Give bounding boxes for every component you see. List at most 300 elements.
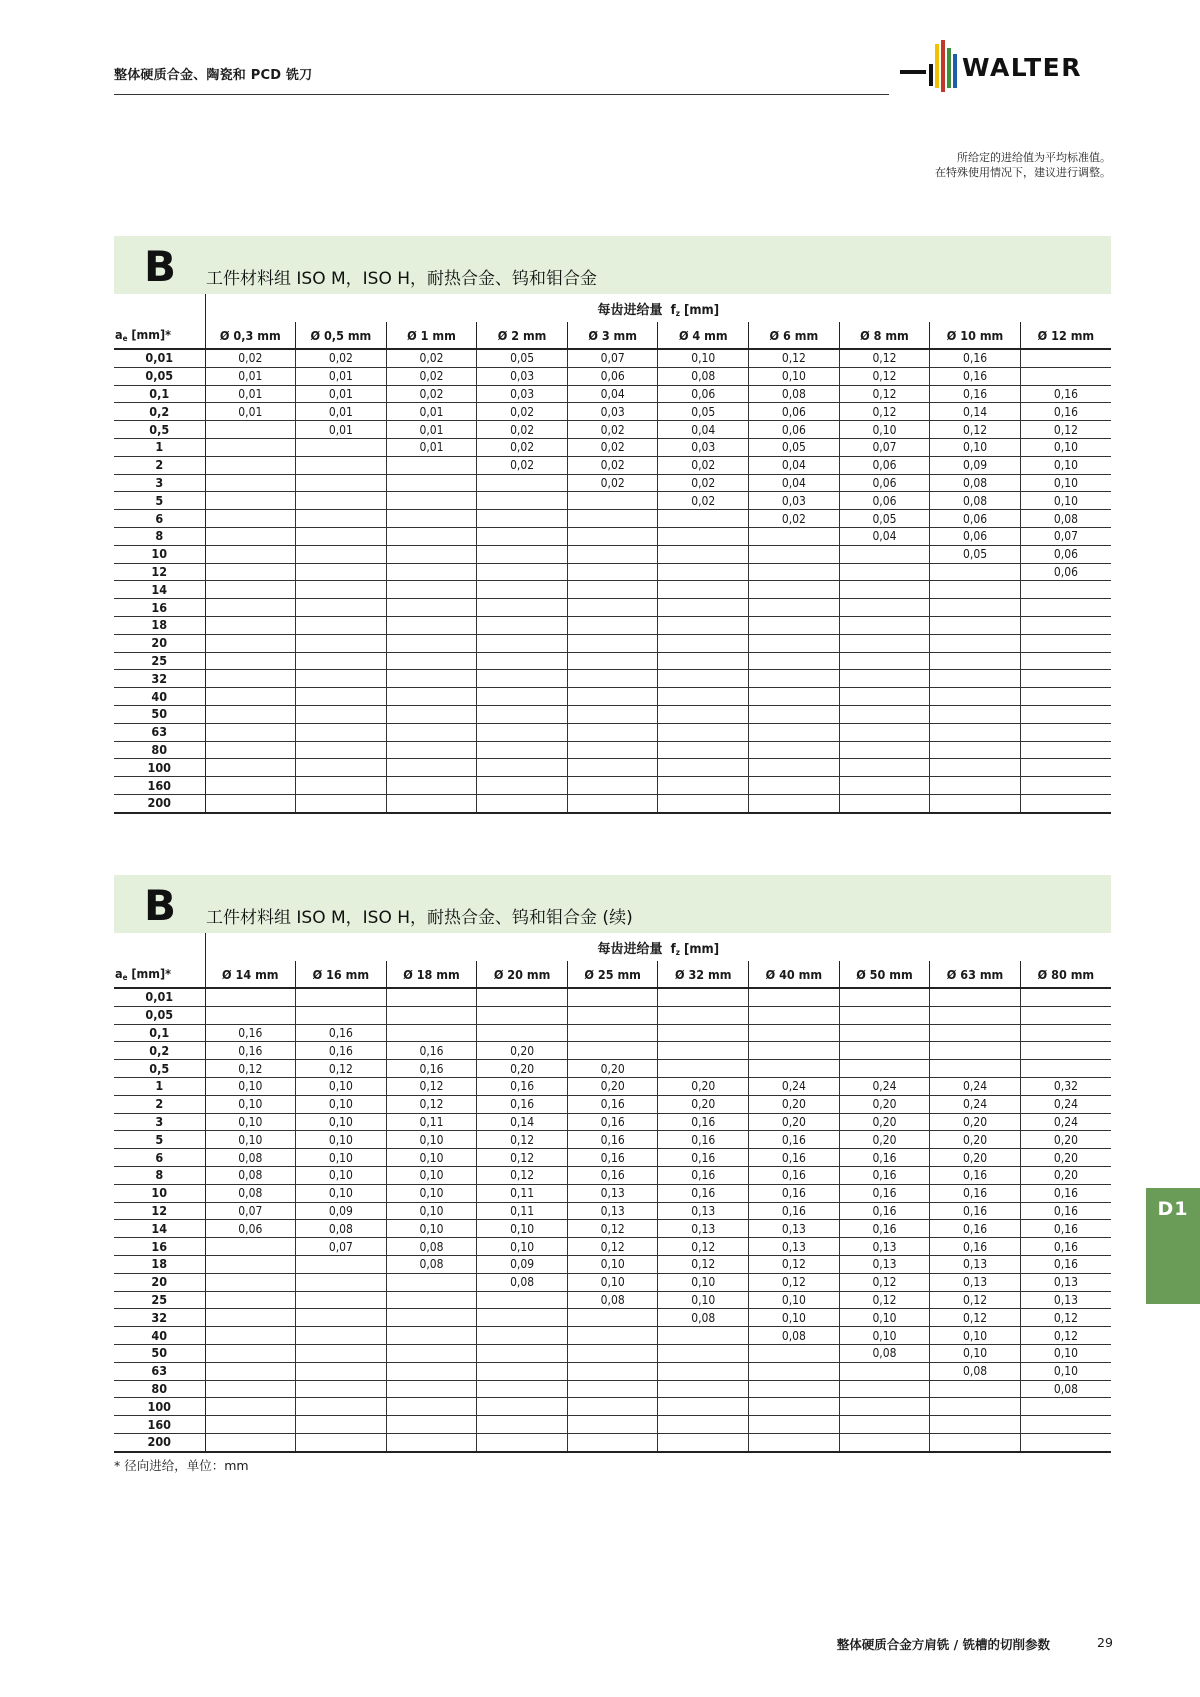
- feed-value-cell: [296, 492, 387, 510]
- table-row: [114, 1060, 1111, 1078]
- table-row: [114, 438, 1111, 456]
- feed-value-cell: [749, 1380, 840, 1398]
- logo-text: WALTER: [962, 53, 1082, 82]
- feed-value-cell: [386, 759, 477, 777]
- feed-value-cell: 0,16: [386, 1060, 477, 1078]
- ae-value: 0,5: [114, 1060, 205, 1078]
- feed-value-cell: 0,07: [839, 438, 930, 456]
- feed-value-cell: 0,13: [1020, 1291, 1111, 1309]
- feed-value-cell: 0,16: [567, 1113, 658, 1131]
- header-rule: [114, 94, 889, 95]
- feed-value-cell: [296, 1006, 387, 1024]
- feed-value-cell: 0,05: [930, 545, 1021, 563]
- ae-value: 0,1: [114, 385, 205, 403]
- table-row: [114, 670, 1111, 688]
- feed-value-cell: 0,01: [205, 403, 296, 421]
- feed-value-cell: [839, 1433, 930, 1451]
- diameter-header-row: [114, 322, 1111, 349]
- feed-value-cell: 0,01: [386, 421, 477, 439]
- material-group-letter: B: [144, 881, 177, 930]
- ae-value: 5: [114, 492, 205, 510]
- feed-value-cell: [477, 988, 568, 1006]
- feed-value-cell: [658, 527, 749, 545]
- table-row: [114, 367, 1111, 385]
- feed-value-cell: 0,20: [1020, 1131, 1111, 1149]
- table-row: [114, 1327, 1111, 1345]
- feed-value-cell: [930, 1042, 1021, 1060]
- feed-value-cell: 0,10: [749, 1309, 840, 1327]
- section-header-2: [114, 875, 1111, 933]
- feed-value-cell: [386, 1273, 477, 1291]
- feed-value-cell: [658, 563, 749, 581]
- feed-value-cell: [205, 1273, 296, 1291]
- feed-value-cell: [386, 510, 477, 528]
- ae-value: 2: [114, 456, 205, 474]
- table-row: [114, 403, 1111, 421]
- feed-value-cell: [205, 438, 296, 456]
- feed-value-cell: [839, 988, 930, 1006]
- feed-value-cell: 0,07: [567, 349, 658, 367]
- feed-value-cell: [930, 1416, 1021, 1434]
- feed-value-cell: [1020, 759, 1111, 777]
- ae-value: 0,01: [114, 349, 205, 367]
- feed-value-cell: [386, 1309, 477, 1327]
- feed-value-cell: 0,13: [658, 1220, 749, 1238]
- feed-value-cell: [477, 705, 568, 723]
- feed-value-cell: [839, 1060, 930, 1078]
- feed-value-cell: [658, 581, 749, 599]
- feed-value-cell: [839, 1024, 930, 1042]
- feed-value-cell: [205, 1309, 296, 1327]
- feed-value-cell: 0,06: [1020, 563, 1111, 581]
- ae-value: 12: [114, 1202, 205, 1220]
- feed-value-cell: 0,16: [749, 1166, 840, 1184]
- feed-value-cell: [296, 688, 387, 706]
- feed-value-cell: 0,12: [749, 1255, 840, 1273]
- feed-value-cell: [296, 599, 387, 617]
- section-title: 工件材料组 ISO M，ISO H，耐热合金、钨和钼合金: [206, 269, 598, 289]
- feed-value-cell: [567, 1309, 658, 1327]
- feed-value-cell: [930, 1380, 1021, 1398]
- feed-value-cell: [567, 1416, 658, 1434]
- feed-value-cell: [567, 794, 658, 812]
- feed-value-cell: 0,12: [839, 403, 930, 421]
- feed-value-cell: 0,10: [205, 1077, 296, 1095]
- feed-value-cell: 0,16: [930, 1202, 1021, 1220]
- feed-value-cell: 0,12: [1020, 1309, 1111, 1327]
- feed-value-cell: [386, 705, 477, 723]
- feed-value-cell: 0,10: [296, 1184, 387, 1202]
- table-row: [114, 741, 1111, 759]
- feed-value-cell: 0,02: [205, 349, 296, 367]
- feed-value-cell: [296, 1291, 387, 1309]
- ae-value: 160: [114, 777, 205, 795]
- feed-value-cell: [386, 616, 477, 634]
- feed-value-cell: [839, 777, 930, 795]
- feed-value-cell: [749, 563, 840, 581]
- feed-value-cell: [567, 1344, 658, 1362]
- feed-value-cell: [205, 1362, 296, 1380]
- feed-value-cell: [205, 759, 296, 777]
- ae-value: 0,2: [114, 1042, 205, 1060]
- feed-value-cell: [386, 1380, 477, 1398]
- feed-value-cell: 0,20: [567, 1060, 658, 1078]
- feed-value-cell: [296, 777, 387, 795]
- feed-value-cell: 0,06: [930, 527, 1021, 545]
- feed-value-cell: 0,06: [1020, 545, 1111, 563]
- feed-value-cell: 0,08: [567, 1291, 658, 1309]
- table-row: [114, 349, 1111, 367]
- feed-value-cell: 0,02: [749, 510, 840, 528]
- feed-value-cell: [386, 581, 477, 599]
- feed-value-cell: [839, 563, 930, 581]
- feed-value-cell: 0,08: [839, 1344, 930, 1362]
- feed-value-cell: 0,10: [749, 1291, 840, 1309]
- ae-value: 16: [114, 599, 205, 617]
- feed-value-cell: 0,12: [839, 367, 930, 385]
- feed-table: [114, 294, 1111, 814]
- chapter-tab[interactable]: [1146, 1188, 1200, 1304]
- ae-value: 8: [114, 527, 205, 545]
- ae-value: 5: [114, 1131, 205, 1149]
- feed-value-cell: 0,24: [1020, 1095, 1111, 1113]
- feed-value-cell: [567, 599, 658, 617]
- feed-value-cell: [1020, 723, 1111, 741]
- walter-logo: [900, 40, 1115, 96]
- feed-value-cell: [296, 527, 387, 545]
- feed-value-cell: [658, 616, 749, 634]
- feed-value-cell: 0,11: [477, 1184, 568, 1202]
- feed-value-cell: [1020, 1060, 1111, 1078]
- feed-table-section-1: [114, 236, 1111, 814]
- feed-value-cell: [205, 1344, 296, 1362]
- feed-value-cell: [296, 1255, 387, 1273]
- feed-value-cell: [386, 1024, 477, 1042]
- feed-value-cell: 0,06: [205, 1220, 296, 1238]
- feed-value-cell: 0,13: [749, 1238, 840, 1256]
- feed-value-cell: [205, 421, 296, 439]
- feed-value-cell: [205, 456, 296, 474]
- diameter-header: Ø 40 mm: [749, 961, 840, 988]
- feed-value-cell: 0,10: [930, 1327, 1021, 1345]
- feed-value-cell: [749, 759, 840, 777]
- feed-value-cell: [930, 794, 1021, 812]
- feed-value-cell: 0,10: [839, 1309, 930, 1327]
- feed-value-cell: [296, 634, 387, 652]
- feed-value-cell: 0,06: [749, 403, 840, 421]
- feed-value-cell: 0,13: [839, 1255, 930, 1273]
- feed-value-cell: [205, 1255, 296, 1273]
- feed-value-cell: 0,10: [386, 1149, 477, 1167]
- feed-value-cell: [839, 741, 930, 759]
- table-row: [114, 1309, 1111, 1327]
- feed-value-cell: 0,16: [839, 1149, 930, 1167]
- table-row: [114, 1344, 1111, 1362]
- feed-value-cell: 0,16: [296, 1024, 387, 1042]
- ae-value: 80: [114, 1380, 205, 1398]
- feed-value-cell: [749, 581, 840, 599]
- feed-value-cell: [386, 652, 477, 670]
- feed-value-cell: [477, 1416, 568, 1434]
- feed-value-cell: [205, 492, 296, 510]
- feed-value-cell: 0,05: [477, 349, 568, 367]
- feed-value-cell: [658, 1006, 749, 1024]
- feed-value-cell: [386, 456, 477, 474]
- feed-value-cell: 0,16: [930, 1220, 1021, 1238]
- feed-value-cell: [477, 527, 568, 545]
- feed-value-cell: 0,03: [749, 492, 840, 510]
- table-row: [114, 1416, 1111, 1434]
- feed-value-cell: [1020, 367, 1111, 385]
- feed-value-cell: [477, 581, 568, 599]
- feed-value-cell: 0,04: [839, 527, 930, 545]
- feed-value-cell: [567, 652, 658, 670]
- feed-value-cell: [567, 777, 658, 795]
- feed-value-cell: [205, 634, 296, 652]
- feed-value-cell: 0,12: [839, 385, 930, 403]
- feed-value-cell: 0,12: [658, 1238, 749, 1256]
- feed-value-cell: [1020, 688, 1111, 706]
- feed-value-cell: [839, 652, 930, 670]
- ae-value: 25: [114, 1291, 205, 1309]
- diameter-header: Ø 4 mm: [658, 322, 749, 349]
- feed-value-cell: 0,32: [1020, 1077, 1111, 1095]
- feed-value-cell: 0,03: [567, 403, 658, 421]
- table-row: [114, 1113, 1111, 1131]
- feed-value-cell: 0,20: [477, 1042, 568, 1060]
- feed-value-cell: 0,02: [567, 438, 658, 456]
- table-row: [114, 1149, 1111, 1167]
- feed-value-cell: 0,20: [1020, 1149, 1111, 1167]
- feed-value-cell: [749, 988, 840, 1006]
- feed-value-cell: [839, 1416, 930, 1434]
- feed-value-cell: [296, 563, 387, 581]
- feed-value-cell: 0,04: [567, 385, 658, 403]
- ae-value: 200: [114, 794, 205, 812]
- feed-value-cell: [296, 1362, 387, 1380]
- feed-value-cell: [477, 563, 568, 581]
- feed-value-cell: 0,11: [477, 1202, 568, 1220]
- feed-value-cell: [205, 652, 296, 670]
- feed-note: [935, 150, 1111, 180]
- feed-value-cell: [477, 670, 568, 688]
- feed-value-cell: [567, 759, 658, 777]
- feed-value-cell: 0,01: [296, 403, 387, 421]
- diameter-header: Ø 10 mm: [930, 322, 1021, 349]
- feed-value-cell: 0,16: [477, 1095, 568, 1113]
- feed-value-cell: 0,12: [567, 1220, 658, 1238]
- feed-value-cell: [839, 1398, 930, 1416]
- feed-value-cell: 0,10: [296, 1166, 387, 1184]
- feed-value-cell: 0,16: [386, 1042, 477, 1060]
- feed-value-cell: [296, 1416, 387, 1434]
- feed-value-cell: [386, 670, 477, 688]
- feed-value-cell: [658, 1042, 749, 1060]
- feed-value-cell: 0,08: [477, 1273, 568, 1291]
- ae-value: 6: [114, 510, 205, 528]
- feed-value-cell: [477, 1433, 568, 1451]
- feed-value-cell: [749, 616, 840, 634]
- feed-value-cell: 0,16: [1020, 1202, 1111, 1220]
- table-row: [114, 581, 1111, 599]
- feed-value-cell: 0,01: [205, 385, 296, 403]
- feed-value-cell: 0,16: [930, 385, 1021, 403]
- feed-value-cell: 0,16: [658, 1131, 749, 1149]
- feed-value-cell: 0,10: [296, 1131, 387, 1149]
- feed-value-cell: 0,14: [930, 403, 1021, 421]
- ae-value: 0,2: [114, 403, 205, 421]
- feed-value-cell: [1020, 581, 1111, 599]
- feed-value-cell: [749, 670, 840, 688]
- ae-value: 10: [114, 545, 205, 563]
- feed-value-cell: [296, 794, 387, 812]
- feed-value-cell: 0,12: [930, 1291, 1021, 1309]
- ae-value: 100: [114, 759, 205, 777]
- feed-value-cell: 0,16: [1020, 403, 1111, 421]
- feed-value-cell: [839, 705, 930, 723]
- feed-value-cell: 0,01: [205, 367, 296, 385]
- diameter-header: Ø 16 mm: [296, 961, 387, 988]
- feed-value-cell: [1020, 634, 1111, 652]
- feed-value-cell: [386, 1362, 477, 1380]
- feed-value-cell: [930, 723, 1021, 741]
- feed-value-cell: 0,12: [658, 1255, 749, 1273]
- feed-value-cell: 0,13: [930, 1273, 1021, 1291]
- feed-value-cell: 0,08: [1020, 1380, 1111, 1398]
- feed-value-cell: [205, 581, 296, 599]
- feed-value-cell: 0,08: [205, 1166, 296, 1184]
- feed-value-cell: [567, 1006, 658, 1024]
- footnote: * 径向进给，单位：mm: [114, 1458, 249, 1473]
- ae-value: 20: [114, 634, 205, 652]
- feed-value-cell: 0,10: [296, 1095, 387, 1113]
- feed-value-cell: 0,12: [477, 1149, 568, 1167]
- ae-value: 3: [114, 474, 205, 492]
- table-row: [114, 456, 1111, 474]
- feed-value-cell: [930, 1024, 1021, 1042]
- feed-value-cell: 0,11: [386, 1113, 477, 1131]
- feed-value-cell: [477, 616, 568, 634]
- feed-value-cell: [930, 777, 1021, 795]
- feed-value-cell: [477, 741, 568, 759]
- feed-value-cell: [1020, 988, 1111, 1006]
- feed-value-cell: 0,13: [567, 1184, 658, 1202]
- feed-value-cell: [1020, 616, 1111, 634]
- feed-value-cell: 0,16: [930, 349, 1021, 367]
- feed-value-cell: 0,10: [1020, 456, 1111, 474]
- feed-value-cell: 0,16: [567, 1166, 658, 1184]
- feed-value-cell: [658, 510, 749, 528]
- feed-value-cell: 0,13: [1020, 1273, 1111, 1291]
- feed-value-cell: [296, 759, 387, 777]
- feed-value-cell: 0,10: [567, 1273, 658, 1291]
- table-row: [114, 1202, 1111, 1220]
- feed-value-cell: 0,13: [749, 1220, 840, 1238]
- feed-value-cell: [839, 670, 930, 688]
- table-row: [114, 1238, 1111, 1256]
- feed-value-cell: [567, 1362, 658, 1380]
- feed-value-cell: [567, 1380, 658, 1398]
- feed-value-cell: [386, 634, 477, 652]
- feed-value-cell: [930, 1433, 1021, 1451]
- feed-value-cell: 0,03: [658, 438, 749, 456]
- feed-value-cell: 0,14: [477, 1113, 568, 1131]
- feed-value-cell: [930, 1060, 1021, 1078]
- table-row: [114, 1291, 1111, 1309]
- ae-value: 14: [114, 1220, 205, 1238]
- feed-value-cell: [749, 688, 840, 706]
- diameter-header: Ø 0,5 mm: [296, 322, 387, 349]
- feed-value-cell: [205, 1238, 296, 1256]
- feed-value-cell: 0,10: [205, 1095, 296, 1113]
- feed-value-cell: [749, 527, 840, 545]
- feed-value-cell: 0,08: [749, 385, 840, 403]
- feed-value-cell: 0,02: [477, 438, 568, 456]
- ae-value: 18: [114, 1255, 205, 1273]
- ae-value: 50: [114, 705, 205, 723]
- diameter-header: Ø 80 mm: [1020, 961, 1111, 988]
- feed-value-cell: [477, 1344, 568, 1362]
- feed-value-cell: [205, 705, 296, 723]
- feed-value-cell: 0,12: [386, 1077, 477, 1095]
- ae-value: 20: [114, 1273, 205, 1291]
- feed-value-cell: [1020, 1416, 1111, 1434]
- feed-value-cell: [296, 510, 387, 528]
- feed-value-cell: 0,10: [296, 1077, 387, 1095]
- feed-value-cell: 0,16: [749, 1202, 840, 1220]
- feed-value-cell: 0,20: [658, 1077, 749, 1095]
- feed-value-cell: [386, 741, 477, 759]
- feed-value-cell: [930, 759, 1021, 777]
- feed-value-cell: 0,02: [386, 349, 477, 367]
- feed-value-cell: 0,08: [386, 1238, 477, 1256]
- feed-value-cell: [749, 1398, 840, 1416]
- feed-value-cell: 0,16: [1020, 385, 1111, 403]
- table-row: [114, 385, 1111, 403]
- feed-value-cell: [839, 599, 930, 617]
- table-row: [114, 510, 1111, 528]
- feed-value-cell: [658, 988, 749, 1006]
- feed-value-cell: [1020, 705, 1111, 723]
- feed-table: [114, 933, 1111, 1453]
- feed-value-cell: [930, 741, 1021, 759]
- feed-value-cell: [477, 1006, 568, 1024]
- feed-value-cell: [205, 1006, 296, 1024]
- feed-value-cell: [386, 1344, 477, 1362]
- feed-value-cell: 0,13: [839, 1238, 930, 1256]
- feed-value-cell: [296, 474, 387, 492]
- feed-value-cell: [296, 1433, 387, 1451]
- feed-value-cell: [296, 616, 387, 634]
- feed-value-cell: 0,08: [749, 1327, 840, 1345]
- feed-value-cell: 0,10: [567, 1255, 658, 1273]
- feed-value-cell: [296, 581, 387, 599]
- feed-value-cell: 0,02: [477, 456, 568, 474]
- feed-value-cell: [205, 527, 296, 545]
- feed-value-cell: [749, 1024, 840, 1042]
- table-row: [114, 794, 1111, 812]
- feed-value-cell: 0,01: [386, 403, 477, 421]
- ae-column-header: $a_e$ [mm]*: [114, 322, 205, 349]
- table-row: [114, 545, 1111, 563]
- feed-value-cell: 0,10: [658, 349, 749, 367]
- feed-value-cell: [386, 1327, 477, 1345]
- feed-value-cell: [749, 1042, 840, 1060]
- feed-value-cell: [749, 1060, 840, 1078]
- feed-value-cell: 0,10: [930, 438, 1021, 456]
- feed-value-cell: [1020, 1398, 1111, 1416]
- feed-value-cell: 0,10: [658, 1273, 749, 1291]
